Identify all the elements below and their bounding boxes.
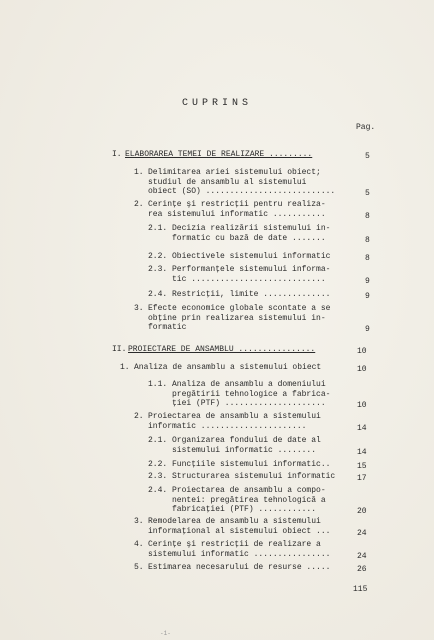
toc-entry-number: 3.	[134, 304, 144, 313]
toc-entry-page: 8	[365, 211, 370, 221]
toc-entry-text: PROIECTARE DE ANSAMBLU ................	[128, 345, 316, 354]
toc-entry-number: 3.	[134, 517, 144, 526]
toc-entry-text: Proiectarea de ansamblu a sistemului	[148, 412, 321, 421]
toc-entry-page: 10	[357, 401, 367, 411]
toc-entry-text: Estimarea necesarului de resurse .....	[148, 563, 331, 572]
toc-entry-page: 5	[365, 189, 370, 199]
toc-entry-page: 24	[357, 551, 367, 561]
toc-entry-text: Restricţii, limite ..............	[172, 290, 331, 299]
toc-entry-number: 1.	[120, 363, 130, 372]
toc-entry-number: 2.1.	[148, 436, 168, 445]
page-column-label: Pag.	[356, 123, 376, 132]
toc-entry-number: 2.	[134, 412, 144, 421]
toc-entry-page: 8	[365, 254, 370, 263]
toc-entry-text: Decizia realizării sistemului in-	[172, 224, 331, 233]
toc-entry-text: informatic ......................	[148, 421, 307, 431]
toc-entry-text: Remodelarea de ansamblu a sistemului	[148, 517, 321, 526]
toc-entry-text: Cerinţe şi restricţii pentru realiza-	[148, 200, 326, 209]
toc-entry-number: 2.4.	[148, 290, 168, 299]
toc-entry-text: sistemului informatic ........	[172, 445, 317, 455]
toc-entry-page: 26	[357, 565, 367, 574]
toc-entry-text: Obiectivele sistemului informatic	[172, 252, 331, 261]
toc-entry-text: Analiza de ansamblu a sistemului obiect	[134, 363, 322, 372]
toc-entry-page: 10	[357, 347, 367, 356]
toc-entry-text: Organizarea fondului de date al	[172, 436, 321, 445]
toc-entry-number: 1.1.	[148, 380, 168, 389]
toc-entry-text: Structurarea sistemului informatic	[172, 472, 336, 481]
toc-entry-text: formatic	[148, 323, 187, 333]
toc-entry-text: pregătirii tehnologice a fabrica-	[172, 389, 331, 399]
toc-entry-text: Efecte economice globale scontate a se	[148, 304, 331, 313]
toc-entry-page: 14	[357, 423, 367, 433]
toc-entry-number: 1.	[134, 168, 144, 177]
toc-entry-text: Performanţele sistemului informa-	[172, 265, 331, 274]
page-title: CUPRINS	[181, 98, 252, 109]
bottom-mark: -1-	[160, 630, 171, 637]
toc-entry-text: studiul de ansamblu al sistemului	[148, 177, 307, 187]
toc-entry-page: 15	[357, 462, 367, 471]
toc-entry-text: Funcţiile sistemului informatic..	[172, 460, 331, 469]
toc-entry-page: 10	[357, 365, 367, 374]
toc-entry-text: obiect (SO) ...........................	[148, 187, 336, 197]
page-number: 115	[353, 585, 368, 594]
toc-entry-number: 2.1.	[148, 224, 168, 233]
toc-entry-number: II.	[112, 345, 127, 354]
toc-entry-text: ELABORAREA TEMEI DE REALIZARE .........	[125, 150, 313, 159]
toc-entry-number: 2.3.	[148, 472, 168, 481]
toc-entry-text: ţiei (PTF) .....................	[172, 399, 326, 409]
toc-entry-text: informaţional al sistemului obiect ...	[148, 526, 331, 536]
toc-entry-number: 4.	[134, 540, 144, 549]
toc-entry-text: Analiza de ansamblu a domeniului	[172, 380, 326, 389]
toc-entry-number: 5.	[134, 563, 144, 572]
toc-entry-page: 9	[365, 325, 370, 335]
toc-entry-text: fabricaţiei (PTF) ............	[172, 505, 317, 515]
toc-entry-number: I.	[112, 150, 122, 159]
toc-entry-text: Cerinţe şi restricţii de realizare a	[148, 540, 321, 549]
toc-entry-page: 17	[357, 474, 367, 483]
toc-entry-text: sistemului informatic ................	[148, 549, 331, 559]
toc-entry-text: formatic cu bază de date .......	[172, 233, 326, 243]
toc-entry-text: Delimitarea ariei sistemului obiect;	[148, 168, 321, 177]
toc-entry-page: 20	[357, 507, 367, 517]
toc-entry-page: 8	[365, 235, 370, 245]
toc-entry-page: 24	[357, 528, 367, 538]
toc-entry-page: 5	[365, 152, 370, 161]
toc-entry-page: 14	[357, 447, 367, 457]
toc-entry-text: nentei: pregătirea tehnologică a	[172, 495, 326, 505]
toc-entry-number: 2.2.	[148, 252, 168, 261]
toc-entry-text: rea sistemului informatic ...........	[148, 209, 326, 219]
toc-entry-text: obţine prin realizarea sistemului in-	[148, 313, 326, 323]
toc-entry-number: 2.3.	[148, 265, 168, 274]
toc-entry-number: 2.	[134, 200, 144, 209]
toc-entry-text: Proiectarea de ansamblu a compo-	[172, 486, 326, 495]
toc-entry-number: 2.4.	[148, 486, 168, 495]
toc-entry-page: 9	[365, 276, 370, 286]
toc-entry-page: 9	[365, 292, 370, 301]
toc-entry-number: 2.2.	[148, 460, 168, 469]
toc-entry-text: tic ............................	[172, 274, 326, 284]
